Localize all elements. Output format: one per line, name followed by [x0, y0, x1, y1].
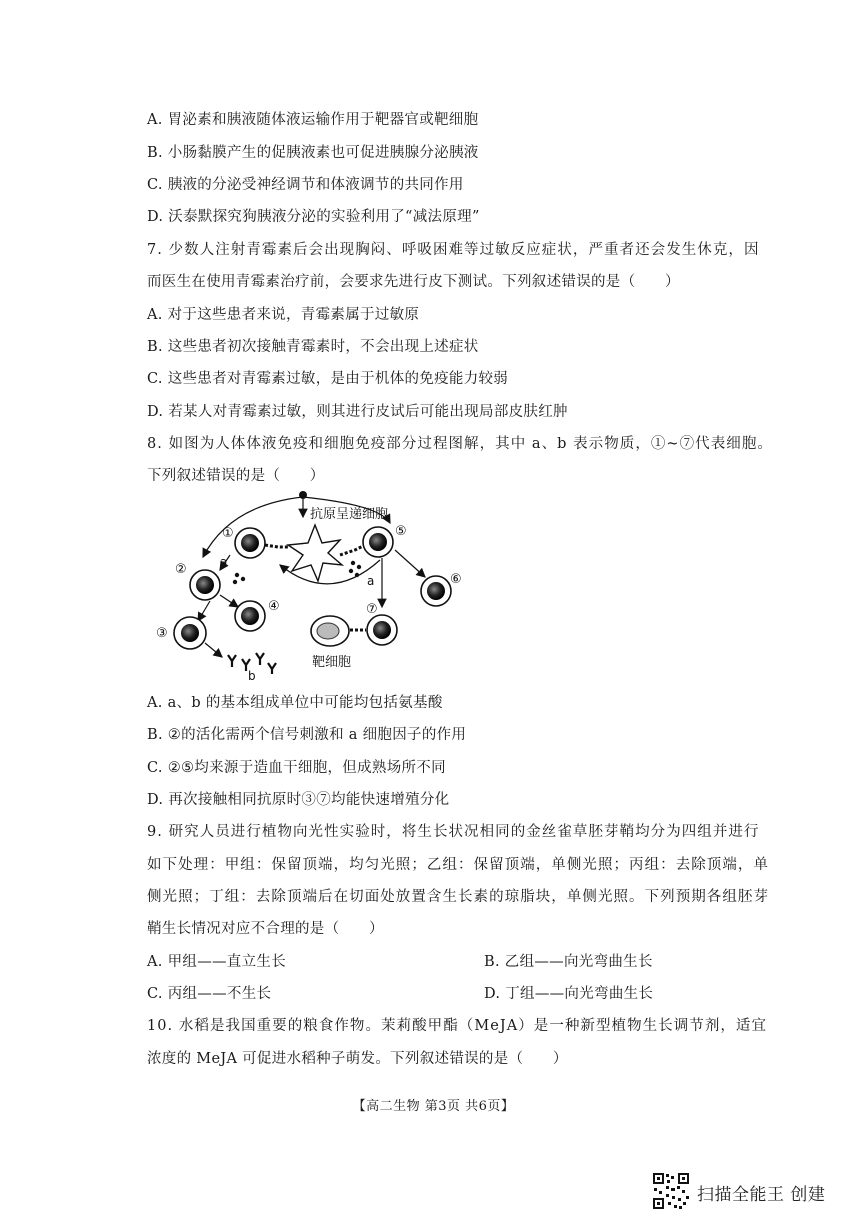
- apc-label: 抗原呈递细胞: [310, 507, 389, 522]
- q7-option-d: D. 若某人对青霉素过敏，则其进行皮试后可能出现局部皮肤红肿: [147, 404, 568, 420]
- svg-text:⑥: ⑥: [450, 572, 462, 587]
- cell-7: [366, 602, 397, 645]
- q7-option-b: B. 这些患者初次接触青霉素时，不会出现上述症状: [147, 339, 479, 355]
- svg-text:②: ②: [175, 562, 187, 577]
- q9-stem-line1: 9. 研究人员进行植物向光性实验时，将生长状况相同的金丝雀草胚芽鞘均分为四组并进行: [147, 824, 760, 840]
- q8-option-a: A. a、b 的基本组成单位中可能均包括氨基酸: [147, 695, 443, 711]
- svg-text:⑦: ⑦: [366, 602, 378, 617]
- q10-stem-line2: 浓度的 MeJA 可促进水稻种子萌发。下列叙述错误的是（ ）: [147, 1051, 568, 1067]
- watermark-text: 扫描全能王 创建: [697, 1185, 826, 1205]
- cell-2: [175, 562, 220, 600]
- svg-text:①: ①: [222, 526, 234, 541]
- svg-text:④: ④: [268, 599, 280, 614]
- q7-stem-line1: 7. 少数人注射青霉素后会出现胸闷、呼吸困难等过敏反应症状，严重者还会发生休克，因: [147, 242, 760, 258]
- svg-text:⑤: ⑤: [395, 524, 407, 539]
- q7-option-a: A. 对于这些患者来说，青霉素属于过敏原: [147, 307, 420, 323]
- q9-stem-line3: 侧光照；丁组：去除顶端后在切面处放置含生长素的琼脂块，单侧光照。下列预期各组胚芽: [147, 889, 769, 905]
- apc-cell: [288, 525, 342, 581]
- q10-stem-line1: 10. 水稻是我国重要的粮食作物。茉莉酸甲酯（MeJA）是一种新型植物生长调节剂，适宜: [147, 1018, 768, 1034]
- target-cell: [311, 616, 349, 646]
- mark-a1: a: [220, 555, 228, 569]
- svg-text:③: ③: [156, 626, 168, 641]
- q6-option-c: C. 胰液的分泌受神经调节和体液调节的共同作用: [147, 177, 464, 193]
- q9-option-a: A. 甲组——直立生长: [147, 954, 286, 970]
- q8-stem-line1: 8. 如图为人体体液免疫和细胞免疫部分过程图解，其中 a、b 表示物质，①~⑦代表细胞。: [147, 436, 773, 452]
- q6-option-a: A. 胃泌素和胰液随体液运输作用于靶器官或靶细胞: [147, 112, 479, 128]
- q6-option-b: B. 小肠黏膜产生的促胰液素也可促进胰腺分泌胰液: [147, 145, 479, 161]
- page-footer: 【高二生物 第3页 共6页】: [352, 1099, 515, 1114]
- cell-5: [363, 524, 407, 557]
- q9-option-c: C. 丙组——不生长: [147, 986, 272, 1002]
- q9-option-b: B. 乙组——向光弯曲生长: [484, 954, 653, 970]
- q8-option-d: D. 再次接触相同抗原时③⑦均能快速增殖分化: [147, 792, 450, 808]
- q9-stem-line4: 鞘生长情况对应不合理的是（ ）: [147, 921, 384, 937]
- cell-6: [421, 572, 462, 606]
- mark-a2: a: [367, 574, 375, 588]
- cell-4: [235, 599, 280, 631]
- q8-stem-line2: 下列叙述错误的是（ ）: [147, 468, 325, 484]
- q9-stem-line2: 如下处理：甲组：保留顶端，均匀光照；乙组：保留顶端，单侧光照；丙组：去除顶端，单: [147, 857, 769, 873]
- q7-stem-line2: 而医生在使用青霉素治疗前，会要求先进行皮下测试。下列叙述错误的是（ ）: [147, 274, 680, 290]
- q8-option-c: C. ②⑤均来源于造血干细胞，但成熟场所不同: [147, 760, 446, 776]
- q6-option-d: D. 沃泰默探究狗胰液分泌的实验利用了“减法原理”: [147, 209, 480, 225]
- cell-3: [156, 617, 206, 649]
- target-label: 靶细胞: [312, 655, 352, 670]
- cell-1: [222, 526, 265, 558]
- scanner-watermark: [652, 1172, 857, 1212]
- qr-code-icon: [652, 1172, 690, 1210]
- q8-option-b: B. ②的活化需两个信号刺激和 a 细胞因子的作用: [147, 727, 467, 743]
- mark-b: b: [248, 669, 256, 683]
- q7-option-c: C. 这些患者对青霉素过敏，是由于机体的免疫能力较弱: [147, 371, 509, 387]
- q9-option-d: D. 丁组——向光弯曲生长: [484, 986, 654, 1002]
- immune-diagram: [156, 485, 470, 683]
